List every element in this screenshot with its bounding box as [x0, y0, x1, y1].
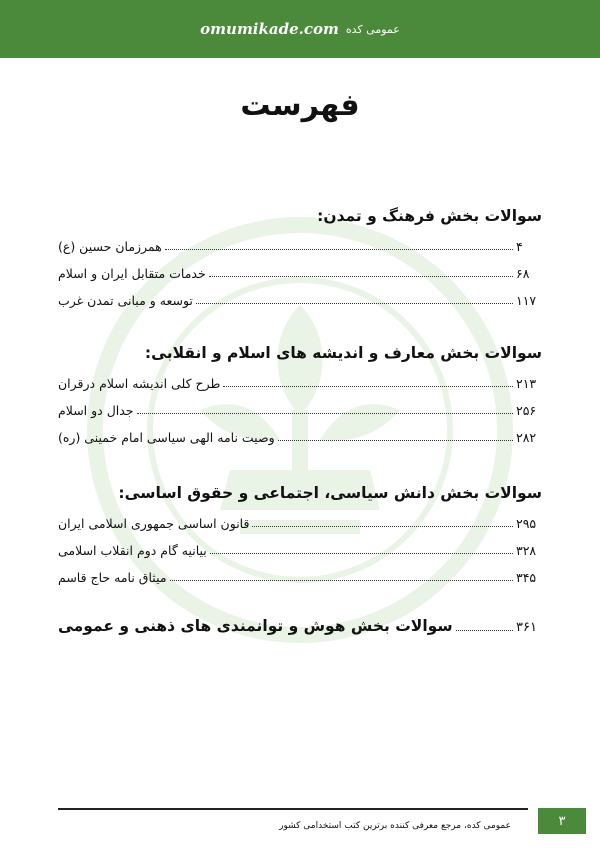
leader-dots — [165, 249, 513, 250]
section-title: سوالات بخش هوش و توانمندی های ذهنی و عمومی — [58, 617, 453, 635]
leader-dots — [210, 553, 513, 554]
page-number-badge — [538, 808, 586, 834]
toc-entry-title: جدال دو اسلام — [58, 403, 134, 418]
leader-dots — [278, 440, 513, 441]
toc-entry-title: همرزمان حسین (ع) — [58, 239, 162, 254]
leader-dots — [209, 276, 513, 277]
toc-entry[interactable] — [58, 371, 542, 391]
toc-entry[interactable] — [58, 538, 542, 558]
toc-page-number: ۲۵۶ — [516, 403, 537, 418]
leader-dots — [252, 526, 513, 527]
header-bar — [0, 0, 600, 58]
leader-dots — [170, 580, 513, 581]
page-number: ۳ — [558, 813, 566, 829]
section-title: سوالات بخش فرهنگ و تمدن: — [317, 207, 542, 225]
leader-dots — [196, 303, 513, 304]
site-url[interactable]: omumikade.com — [200, 20, 339, 38]
toc-entry[interactable] — [58, 261, 542, 281]
toc-page-number: ۳۶۱ — [516, 620, 537, 635]
leader-dots — [137, 413, 513, 414]
toc-entry[interactable] — [58, 234, 542, 254]
leader-dots — [456, 630, 513, 631]
toc-entry-title: میثاق نامه حاج قاسم — [58, 570, 167, 585]
toc-page-number: ۲۱۳ — [516, 376, 537, 391]
toc-entry[interactable] — [58, 511, 542, 531]
toc-entry-title: قانون اساسی جمهوری اسلامی ایران — [58, 516, 250, 531]
toc-entry[interactable] — [58, 565, 542, 585]
toc-entry-title: بیانیه گام دوم انقلاب اسلامی — [58, 543, 207, 558]
toc-page-number: ۱۱۷ — [516, 293, 537, 308]
section-title: سوالات بخش معارف و اندیشه های اسلام و انقلابی: — [144, 344, 542, 362]
toc-entry-title: وصیت نامه الهی سیاسی امام خمینی (ره) — [58, 430, 275, 445]
brand-name: عمومی کده — [345, 22, 400, 36]
footer-divider — [58, 808, 528, 810]
toc-page-number: ۳۴۵ — [516, 570, 537, 585]
toc-entry-section[interactable] — [58, 615, 542, 635]
toc-entry[interactable] — [58, 288, 542, 308]
section-title: سوالات بخش دانش سیاسی، اجتماعی و حقوق اساسی: — [118, 484, 542, 502]
leader-dots — [223, 386, 513, 387]
toc-page-number: ۴ — [516, 239, 523, 254]
toc-entry[interactable] — [58, 398, 542, 418]
toc-entry-title: خدمات متقابل ایران و اسلام — [58, 266, 206, 281]
footer-text: عمومی کده، مرجع معرفی کننده برترین کتب استخدامی کشور — [279, 821, 511, 831]
toc-entry-title: طرح کلی اندیشه اسلام درقران — [58, 376, 221, 391]
toc-entry-title: توسعه و مبانی تمدن غرب — [58, 293, 193, 308]
toc-page-number: ۲۸۲ — [516, 430, 537, 445]
toc-page-number: ۶۸ — [516, 266, 530, 281]
toc-page-number: ۳۲۸ — [516, 543, 537, 558]
toc-page-number: ۲۹۵ — [516, 516, 537, 531]
toc-entry[interactable] — [58, 425, 542, 445]
page-title: فهرست — [240, 88, 360, 123]
